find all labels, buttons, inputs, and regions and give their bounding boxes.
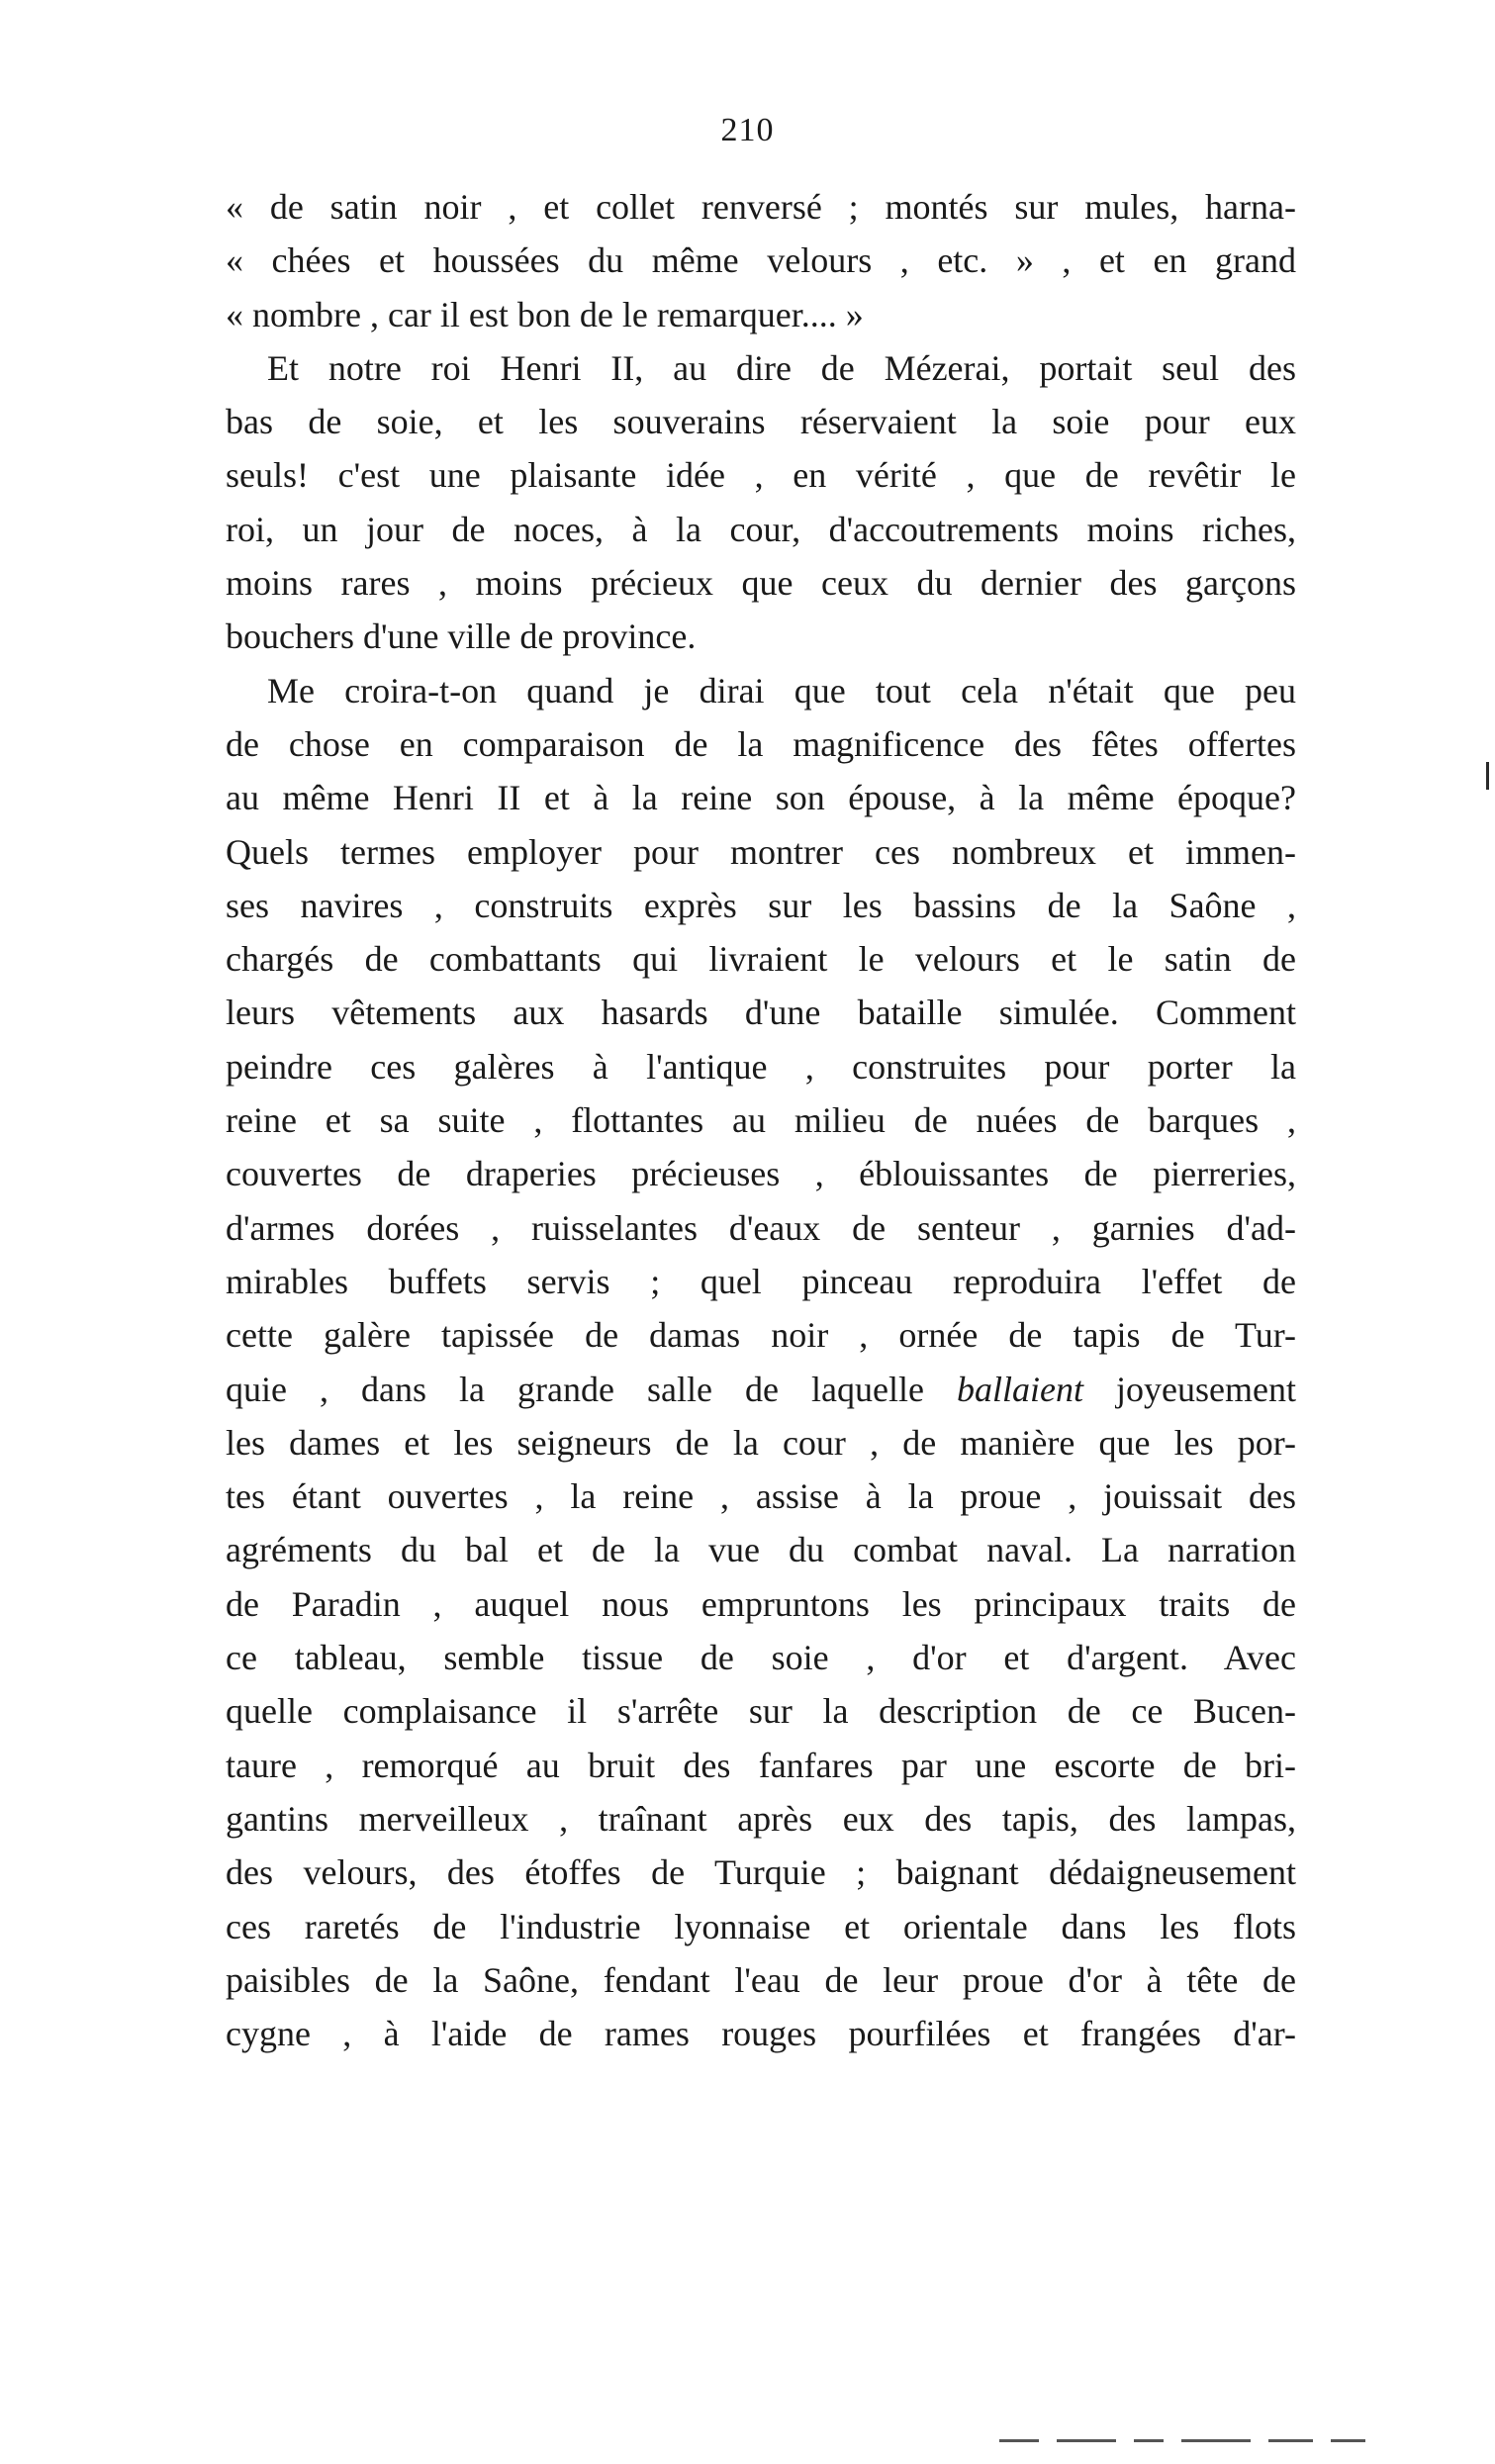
text-line: des velours, des étoffes de Turquie ; baignant dédaigneusement (226, 1852, 1296, 1893)
text-line: peindre ces galères à l'antique , construites pour porter la (226, 1046, 1296, 1087)
text-run: joyeusement (1116, 1369, 1296, 1409)
text-line: chargés de combattants qui livraient le velours et le satin de (226, 939, 1296, 980)
italic-word: ballaient (957, 1369, 1084, 1409)
page-number: 210 (720, 112, 775, 148)
scan-mark (999, 2439, 1039, 2442)
text-line-with-italic (226, 1363, 1296, 1416)
text-line: d'armes dorées , ruisselantes d'eaux de senteur , garnies d'ad- (226, 1207, 1296, 1248)
text-line: leurs vêtements aux hasards d'une bataille simulée. Comment (226, 993, 1296, 1033)
scan-mark (1057, 2439, 1116, 2442)
scan-edge-mark (1486, 762, 1489, 790)
text-line: ce tableau, semble tissue de soie , d'or et d'argent. Avec (226, 1638, 1296, 1678)
text-line: reine et sa suite , flottantes au milieu de nuées de barques , (226, 1100, 1296, 1141)
text-line: « chées et houssées du même velours , etc. » , et en grand (226, 240, 1296, 281)
scan-mark (1268, 2439, 1313, 2442)
text-line: roi, un jour de noces, à la cour, d'accoutrements moins riches, (226, 509, 1296, 549)
paragraph-first-line: Et notre roi Henri II, au dire de Mézerai, portait seul des (267, 347, 1296, 388)
text-line: Quels termes employer pour montrer ces nombreux et immen- (226, 831, 1296, 872)
text-line: ces raretés de l'industrie lyonnaise et orientale dans les flots (226, 1906, 1296, 1946)
text-line: les dames et les seigneurs de la cour , de manière que les por- (226, 1422, 1296, 1463)
text-line: ses navires , construits exprès sur les bassins de la Saône , (226, 885, 1296, 925)
body-text (226, 180, 1296, 2060)
text-line: cette galère tapissée de damas noir , ornée de tapis de Tur- (226, 1315, 1296, 1356)
text-line: tes étant ouvertes , la reine , assise à la proue , jouissait des (226, 1476, 1296, 1517)
text-line: bas de soie, et les souverains réservaient la soie pour eux (226, 402, 1296, 442)
text-line: couvertes de draperies précieuses , éblouissantes de pierreries, (226, 1154, 1296, 1194)
text-line: quelle complaisance il s'arrête sur la description de ce Bucen- (226, 1691, 1296, 1732)
text-line: cygne , à l'aide de rames rouges pourfilées et frangées d'ar- (226, 2014, 1296, 2054)
scan-bottom-marks (999, 2439, 1415, 2449)
text-line: au même Henri II et à la reine son épouse, à la même époque? (226, 778, 1296, 818)
text-line: gantins merveilleux , traînant après eux des tapis, des lampas, (226, 1798, 1296, 1839)
scan-mark (1331, 2439, 1365, 2442)
text-line: paisibles de la Saône, fendant l'eau de leur proue d'or à tête de (226, 1959, 1296, 2000)
text-run: quie , dans la grande salle de laquelle (226, 1369, 924, 1409)
text-line: seuls! c'est une plaisante idée , en vérité , que de revêtir le (226, 455, 1296, 496)
text-line: bouchers d'une ville de province. (226, 616, 697, 657)
scan-mark (1134, 2439, 1164, 2442)
text-line: taure , remorqué au bruit des fanfares par une escorte de bri- (226, 1745, 1296, 1785)
paragraph-first-line: Me croira-t-on quand je dirai que tout cela n'était que peu (267, 670, 1296, 711)
text-line: mirables buffets servis ; quel pinceau reproduira l'effet de (226, 1261, 1296, 1301)
text-line: de Paradin , auquel nous empruntons les principaux traits de (226, 1583, 1296, 1624)
text-line: « nombre , car il est bon de le remarquer.... » (226, 294, 864, 334)
scan-mark (1181, 2439, 1251, 2442)
text-line: agréments du bal et de la vue du combat naval. La narration (226, 1530, 1296, 1570)
text-line: moins rares , moins précieux que ceux du dernier des garçons (226, 563, 1296, 604)
text-line: de chose en comparaison de la magnificence des fêtes offertes (226, 723, 1296, 764)
text-line: « de satin noir , et collet renversé ; montés sur mules, harna- (226, 187, 1296, 227)
